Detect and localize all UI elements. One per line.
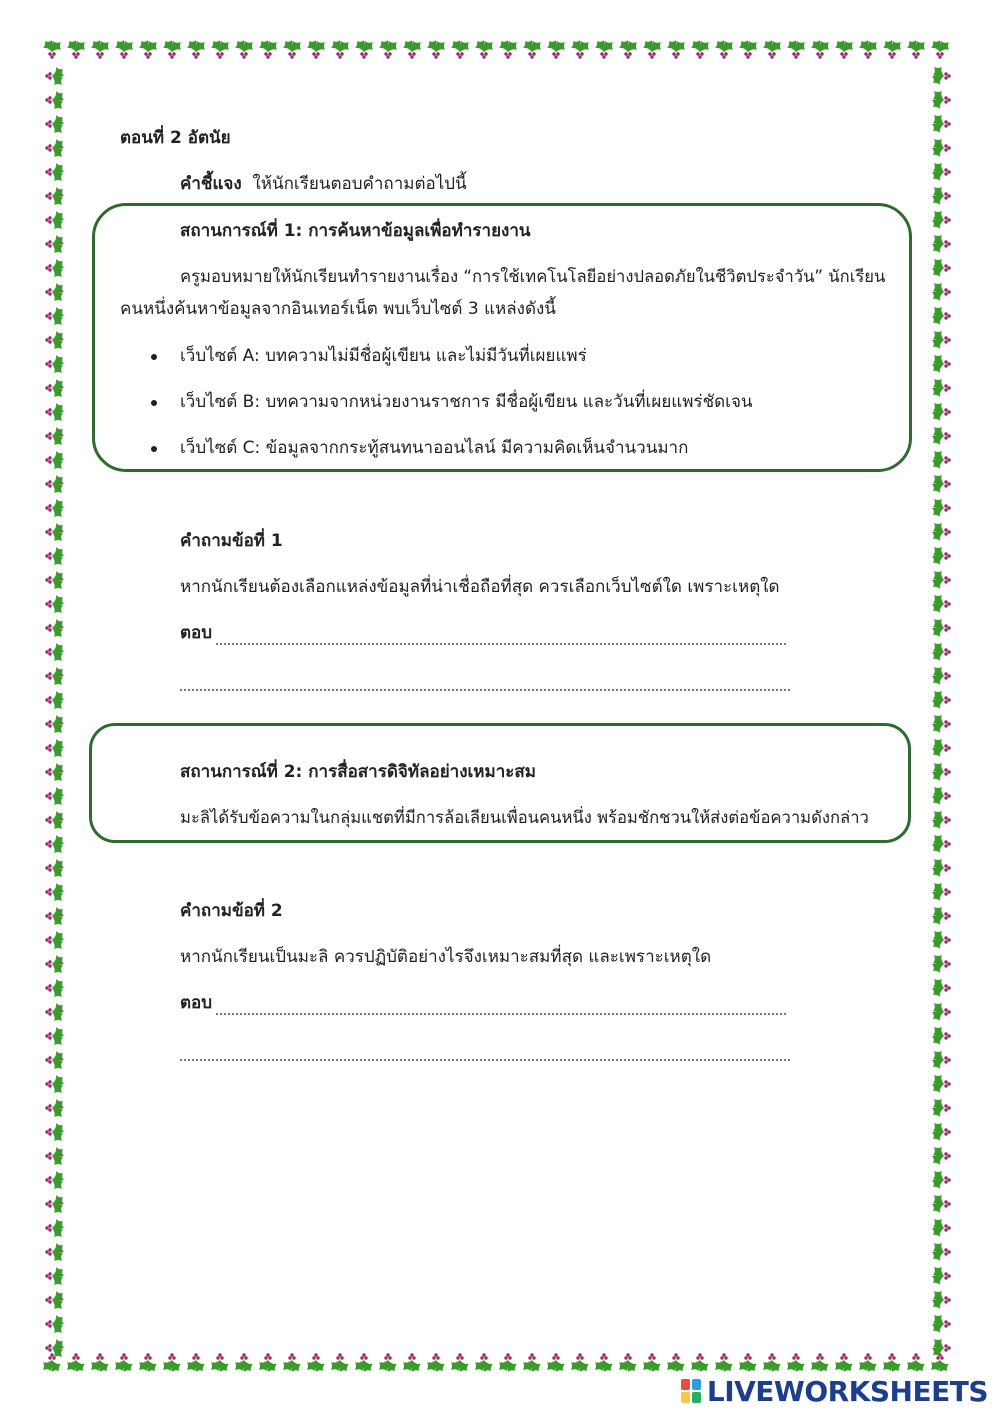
- question-2-title: คำถามข้อที่ 2: [180, 901, 283, 921]
- bullet-icon: [151, 446, 157, 452]
- instructions-label: คำชี้แจง: [180, 174, 242, 194]
- question-2-answer-field-1[interactable]: [216, 989, 786, 1015]
- bullet-icon: [151, 354, 157, 360]
- liveworksheets-wordmark: LIVEWORKSHEETS: [706, 1374, 988, 1408]
- website-item-b: เว็บไซต์ B: บทความจากหน่วยงานราชการ มีชื่อผู้เขียน และวันที่เผยแพร่ชัดเจน: [180, 392, 753, 412]
- situation-2-text: มะลิได้รับข้อความในกลุ่มแชตที่มีการล้อเลียนเพื่อนคนหนึ่ง พร้อมชักชวนให้ส่งต่อข้อความดังกล่าว: [180, 808, 869, 827]
- question-1-answer-label: ตอบ: [180, 623, 213, 643]
- website-item-a: เว็บไซต์ A: บทความไม่มีชื่อผู้เขียน และไม่มีวันที่เผยแพร่: [180, 346, 587, 366]
- bullet-icon: [151, 400, 157, 406]
- instructions-text: ให้นักเรียนตอบคำถามต่อไปนี้: [252, 174, 467, 194]
- situation-1-line-1: ครูมอบหมายให้นักเรียนทำรายงานเรื่อง “การใช้เทคโนโลยีอย่างปลอดภัยในชีวิตประจำวัน” นักเรียน: [180, 267, 886, 286]
- situation-2-title: สถานการณ์ที่ 2: การสื่อสารดิจิทัลอย่างเหมาะสม: [180, 762, 536, 782]
- liveworksheets-logo-icon: [681, 1378, 703, 1404]
- instructions: [180, 172, 467, 196]
- situation-1-box: [92, 203, 912, 472]
- part-heading: ตอนที่ 2 อัตนัย: [120, 128, 231, 148]
- question-2-text: หากนักเรียนเป็นมะลิ ควรปฏิบัติอย่างไรจึงเหมาะสมที่สุด และเพราะเหตุใด: [180, 947, 712, 967]
- question-1-title: คำถามข้อที่ 1: [180, 531, 283, 551]
- question-1-answer-field-1[interactable]: [216, 619, 786, 645]
- question-1-answer-field-2[interactable]: [180, 665, 790, 691]
- situation-1-title: สถานการณ์ที่ 1: การค้นหาข้อมูลเพื่อทำรายงาน: [180, 221, 531, 241]
- liveworksheets-logo: [681, 1374, 988, 1408]
- situation-1-line-2: คนหนึ่งค้นหาข้อมูลจากอินเทอร์เน็ต พบเว็บไซต์ 3 แหล่งดังนี้: [120, 299, 556, 319]
- website-item-c: เว็บไซต์ C: ข้อมูลจากกระทู้สนทนาออนไลน์ มีความคิดเห็นจำนวนมาก: [180, 438, 689, 458]
- question-2-answer-label: ตอบ: [180, 993, 213, 1013]
- question-1-text: หากนักเรียนต้องเลือกแหล่งข้อมูลที่น่าเชื่อถือที่สุด ควรเลือกเว็บไซต์ใด เพราะเหตุใด: [180, 577, 780, 597]
- question-2-answer-field-2[interactable]: [180, 1035, 790, 1061]
